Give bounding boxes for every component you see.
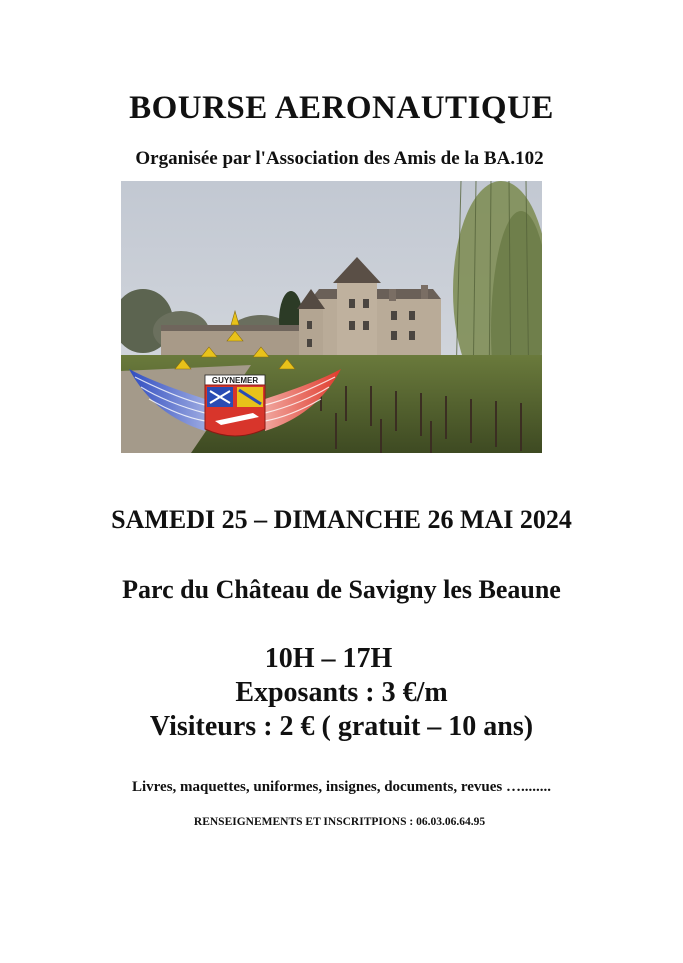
- chateau-photo-illustration: [121, 181, 542, 453]
- event-venue: Parc du Château de Savigny les Beaune: [122, 575, 561, 604]
- exhibitor-price: Exposants : 3 €/m: [235, 677, 448, 708]
- poster-title: BOURSE AERONAUTIQUE: [129, 90, 554, 126]
- badge-label: GUYNEMER: [211, 376, 259, 385]
- event-hours: 10H – 17H: [264, 643, 393, 674]
- items-list: Livres, maquettes, uniformes, insignes, documents, revues …........: [131, 779, 552, 795]
- chateau-photo: [121, 181, 542, 453]
- guynemer-shield: [205, 375, 265, 436]
- contact-info: RENSEIGNEMENTS ET INSCRITPIONS : 06.03.06.64.95: [193, 816, 486, 828]
- visitor-price: Visiteurs : 2 € ( gratuit – 10 ans): [149, 711, 534, 742]
- event-dates: SAMEDI 25 – DIMANCHE 26 MAI 2024: [111, 505, 572, 534]
- organizer-subtitle: Organisée par l'Association des Amis de la BA.102: [135, 148, 544, 169]
